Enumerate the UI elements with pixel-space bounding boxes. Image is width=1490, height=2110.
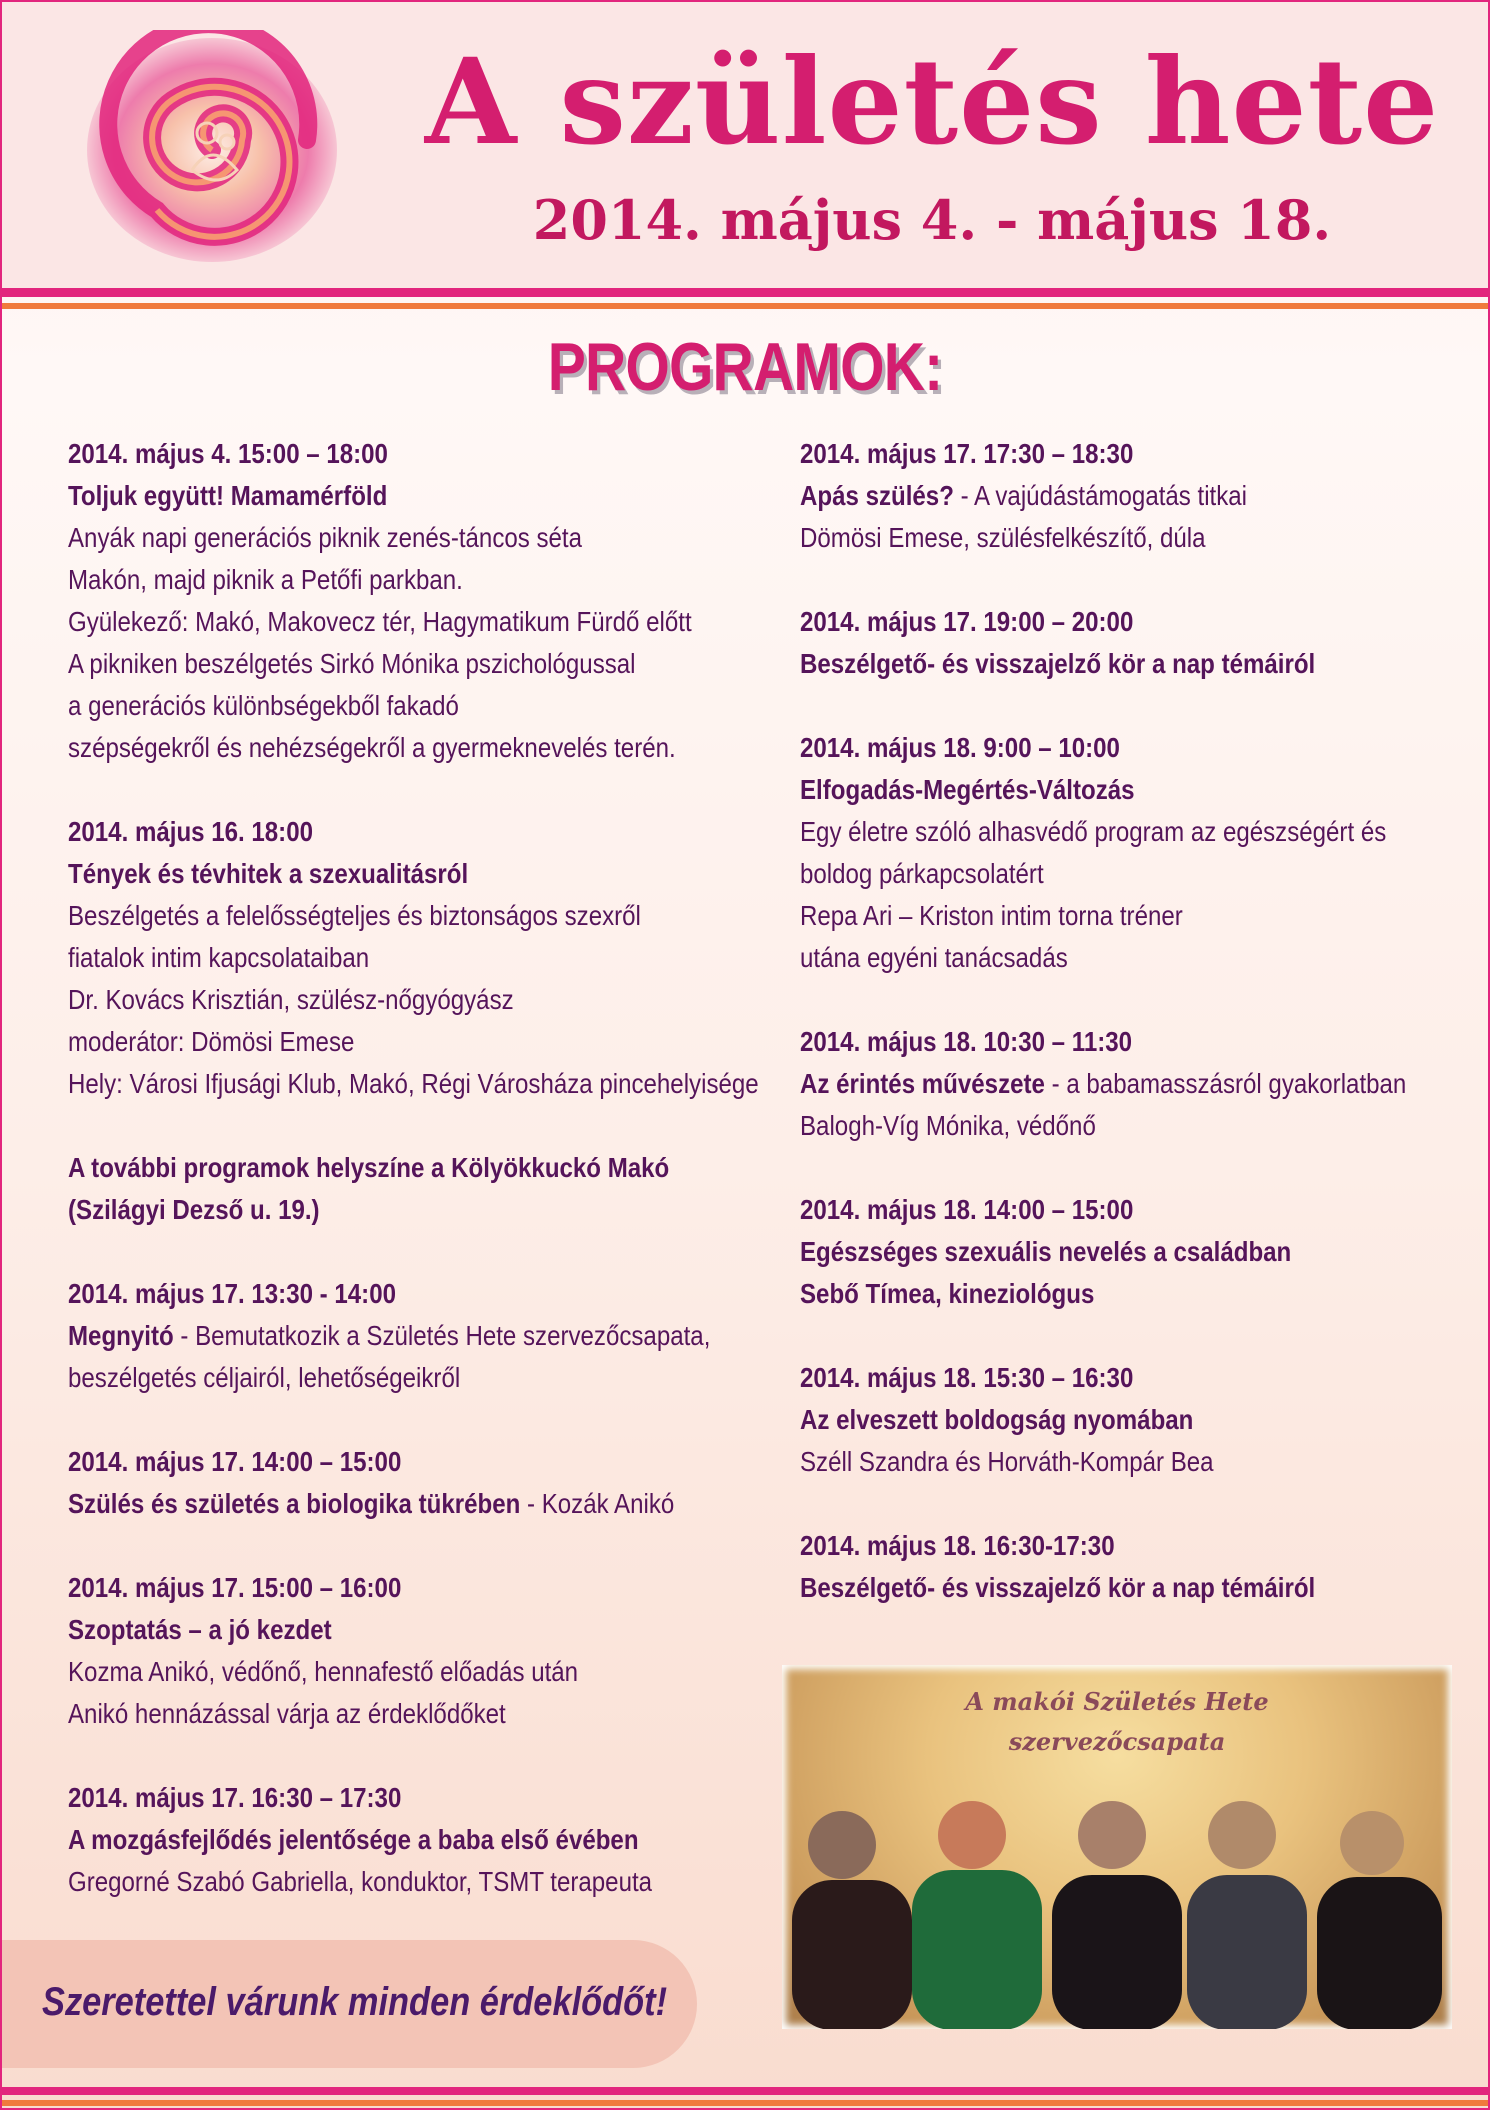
program-entry [68,1147,798,1231]
program-text: moderátor: Dömösi Emese [68,1026,355,1057]
program-bold-text: A mozgásfejlődés jelentősége a baba első évében [68,1824,639,1855]
program-line [68,1273,696,1315]
program-bold-text: Egészséges szexuális nevelés a családban [800,1236,1292,1267]
program-entry [800,1525,1470,1609]
program-entry [800,601,1470,685]
program-entry [68,1441,798,1525]
program-bold-text: 2014. május 17. 15:00 – 16:00 [68,1572,402,1603]
program-line [800,1357,1376,1399]
program-bold-text: Az elveszett boldogság nyomában [800,1404,1194,1435]
program-line [68,685,696,727]
header [2,2,1488,288]
program-line [68,937,696,979]
program-bold-text: 2014. május 18. 10:30 – 11:30 [800,1026,1133,1057]
program-bold-text: Apás szülés? [800,480,954,511]
program-bold-text: 2014. május 16. 18:00 [68,816,313,847]
program-text: Széll Szandra és Horváth-Kompár Bea [800,1446,1214,1477]
program-bold-text: 2014. május 17. 16:30 – 17:30 [68,1782,402,1813]
program-line [800,1063,1407,1105]
program-line [68,1609,696,1651]
program-line [800,601,1376,643]
photo-caption-line1: A makói Születés Hete [965,1687,1269,1716]
program-bold-text: 2014. május 17. 13:30 - 14:00 [68,1278,396,1309]
program-text: fiatalok intim kapcsolataiban [68,942,370,973]
program-text: Kozma Anikó, védőnő, hennafestő előadás után [68,1656,579,1687]
welcome-banner [2,1940,697,2068]
program-entry [800,1021,1470,1147]
program-bold-text: Beszélgető- és visszajelző kör a nap témáiról [800,648,1316,679]
program-text: - Kozák Anikó [520,1488,675,1519]
program-line [68,727,696,769]
program-bold-text: Szülés és születés a biologika tükrében [68,1488,521,1519]
program-line [68,1021,696,1063]
program-text: Hely: Városi Ifjusági Klub, Makó, Régi Városháza pincehelyisége [68,1068,759,1099]
main-title: A születés hete [424,32,1440,171]
program-line [800,1231,1376,1273]
program-bold-text: Megnyitó [68,1320,174,1351]
program-bold-text: Az érintés művészete [800,1068,1045,1099]
program-line [68,1357,696,1399]
bottom-divider-orange [2,2100,1488,2106]
program-line [800,769,1376,811]
program-bold-text: Tények és tévhitek a szexualitásról [68,858,469,889]
program-line [68,433,696,475]
programs-heading: PROGRAMOK: [547,329,943,405]
program-text: beszélgetés céljairól, lehetőségeikről [68,1362,461,1393]
program-text: Egy életre szóló alhasvédő program az egészségért és [800,816,1387,847]
program-bold-text: 2014. május 17. 14:00 – 15:00 [68,1446,402,1477]
program-line [68,517,696,559]
program-bold-text: 2014. május 4. 15:00 – 18:00 [68,438,388,469]
program-text: Anikó hennázással várja az érdeklődőket [68,1698,506,1729]
divider-orange [2,303,1488,309]
program-line [68,979,696,1021]
program-entry [68,1567,798,1735]
program-line [800,1567,1376,1609]
program-text: boldog párkapcsolatért [800,858,1044,889]
program-column-left [68,433,798,1945]
program-line [68,895,696,937]
program-bold-text: Szoptatás – a jó kezdet [68,1614,332,1645]
program-entry [800,1357,1470,1483]
program-text: Anyák napi generációs piknik zenés-táncos séta [68,522,583,553]
program-line [68,559,696,601]
program-line [800,1525,1376,1567]
program-line [800,433,1376,475]
program-line [68,1567,696,1609]
program-text: Gyülekező: Makó, Makovecz tér, Hagymatikum Fürdő előtt [68,606,692,637]
program-text: a generációs különbségekből fakadó [68,690,459,721]
program-text: Dömösi Emese, szülésfelkészítő, dúla [800,522,1206,553]
program-bold-text: Elfogadás-Megértés-Változás [800,774,1135,805]
program-bold-text: (Szilágyi Dezső u. 19.) [68,1194,320,1225]
program-text: Makón, majd piknik a Petőfi parkban. [68,564,463,595]
program-text: Dr. Kovács Krisztián, szülész-nőgyógyász [68,984,514,1015]
program-bold-text: 2014. május 17. 17:30 – 18:30 [800,438,1134,469]
program-bold-text: 2014. május 18. 9:00 – 10:00 [800,732,1120,763]
program-line [800,1399,1376,1441]
program-line [800,475,1376,517]
bottom-divider-pink [2,2087,1488,2095]
program-text: Gregorné Szabó Gabriella, konduktor, TSMT terapeuta [68,1866,653,1897]
program-text: - Bemutatkozik a Születés Hete szervezőcsapata, [173,1320,711,1351]
divider-pink [2,288,1488,297]
program-text: Repa Ari – Kriston intim torna tréner [800,900,1183,931]
program-line [68,1693,696,1735]
program-bold-text: 2014. május 18. 16:30-17:30 [800,1530,1115,1561]
program-line [68,1147,696,1189]
team-people-image [782,1665,1452,2029]
program-bold-text: A további programok helyszíne a Kölyökkuckó Makó [68,1152,670,1183]
program-line [68,1189,696,1231]
photo-caption-line2: szervezőcsapata [1008,1727,1226,1756]
program-text: - A vajúdástámogatás titkai [953,480,1248,511]
program-entry [68,433,798,769]
program-bold-text: Sebő Tímea, kineziológus [800,1278,1095,1309]
program-column-right [800,433,1470,1651]
program-line [68,1777,696,1819]
program-line [68,643,696,685]
program-line [68,1483,696,1525]
program-bold-text: Beszélgető- és visszajelző kör a nap témáiról [800,1572,1316,1603]
program-line [68,1315,711,1357]
program-line [68,1063,759,1105]
program-line [800,727,1376,769]
program-bold-text: Toljuk együtt! Mamamérföld [68,480,388,511]
program-line [800,1105,1376,1147]
program-entry [68,1777,798,1903]
program-line [800,643,1376,685]
program-bold-text: 2014. május 18. 15:30 – 16:30 [800,1362,1134,1393]
program-text: Beszélgetés a felelősségteljes és biztonságos szexről [68,900,641,931]
program-text: Balogh-Víg Mónika, védőnő [800,1110,1096,1141]
program-line [800,811,1387,853]
program-line [68,1651,696,1693]
program-line [800,1273,1376,1315]
team-photo [782,1665,1452,2029]
program-line [68,601,696,643]
program-text: A pikniken beszélgetés Sirkó Mónika pszichológussal [68,648,636,679]
program-bold-text: 2014. május 18. 14:00 – 15:00 [800,1194,1134,1225]
program-line [800,1021,1376,1063]
program-text: szépségekről és nehézségekről a gyermeknevelés terén. [68,732,676,763]
program-entry [800,727,1470,979]
program-line [68,1441,696,1483]
program-text: utána egyéni tanácsadás [800,942,1068,973]
program-line [68,811,696,853]
program-entry [68,1273,798,1399]
event-dates: 2014. május 4. - május 18. [532,188,1332,252]
program-line [68,1819,696,1861]
program-line [800,1189,1376,1231]
program-bold-text: 2014. május 17. 19:00 – 20:00 [800,606,1134,637]
welcome-text: Szeretettel várunk minden érdeklődőt! [42,1980,668,2024]
spiral-logo-icon [77,30,347,270]
program-line [800,517,1376,559]
program-line [800,853,1376,895]
program-entry [800,1189,1470,1315]
program-text: - a babamasszásról gyakorlatban [1044,1068,1407,1099]
program-line [800,895,1376,937]
program-line [68,475,696,517]
program-entry [68,811,798,1105]
program-line [68,853,696,895]
program-line [800,937,1376,979]
program-line [68,1861,696,1903]
program-line [800,1441,1376,1483]
program-entry [800,433,1470,559]
